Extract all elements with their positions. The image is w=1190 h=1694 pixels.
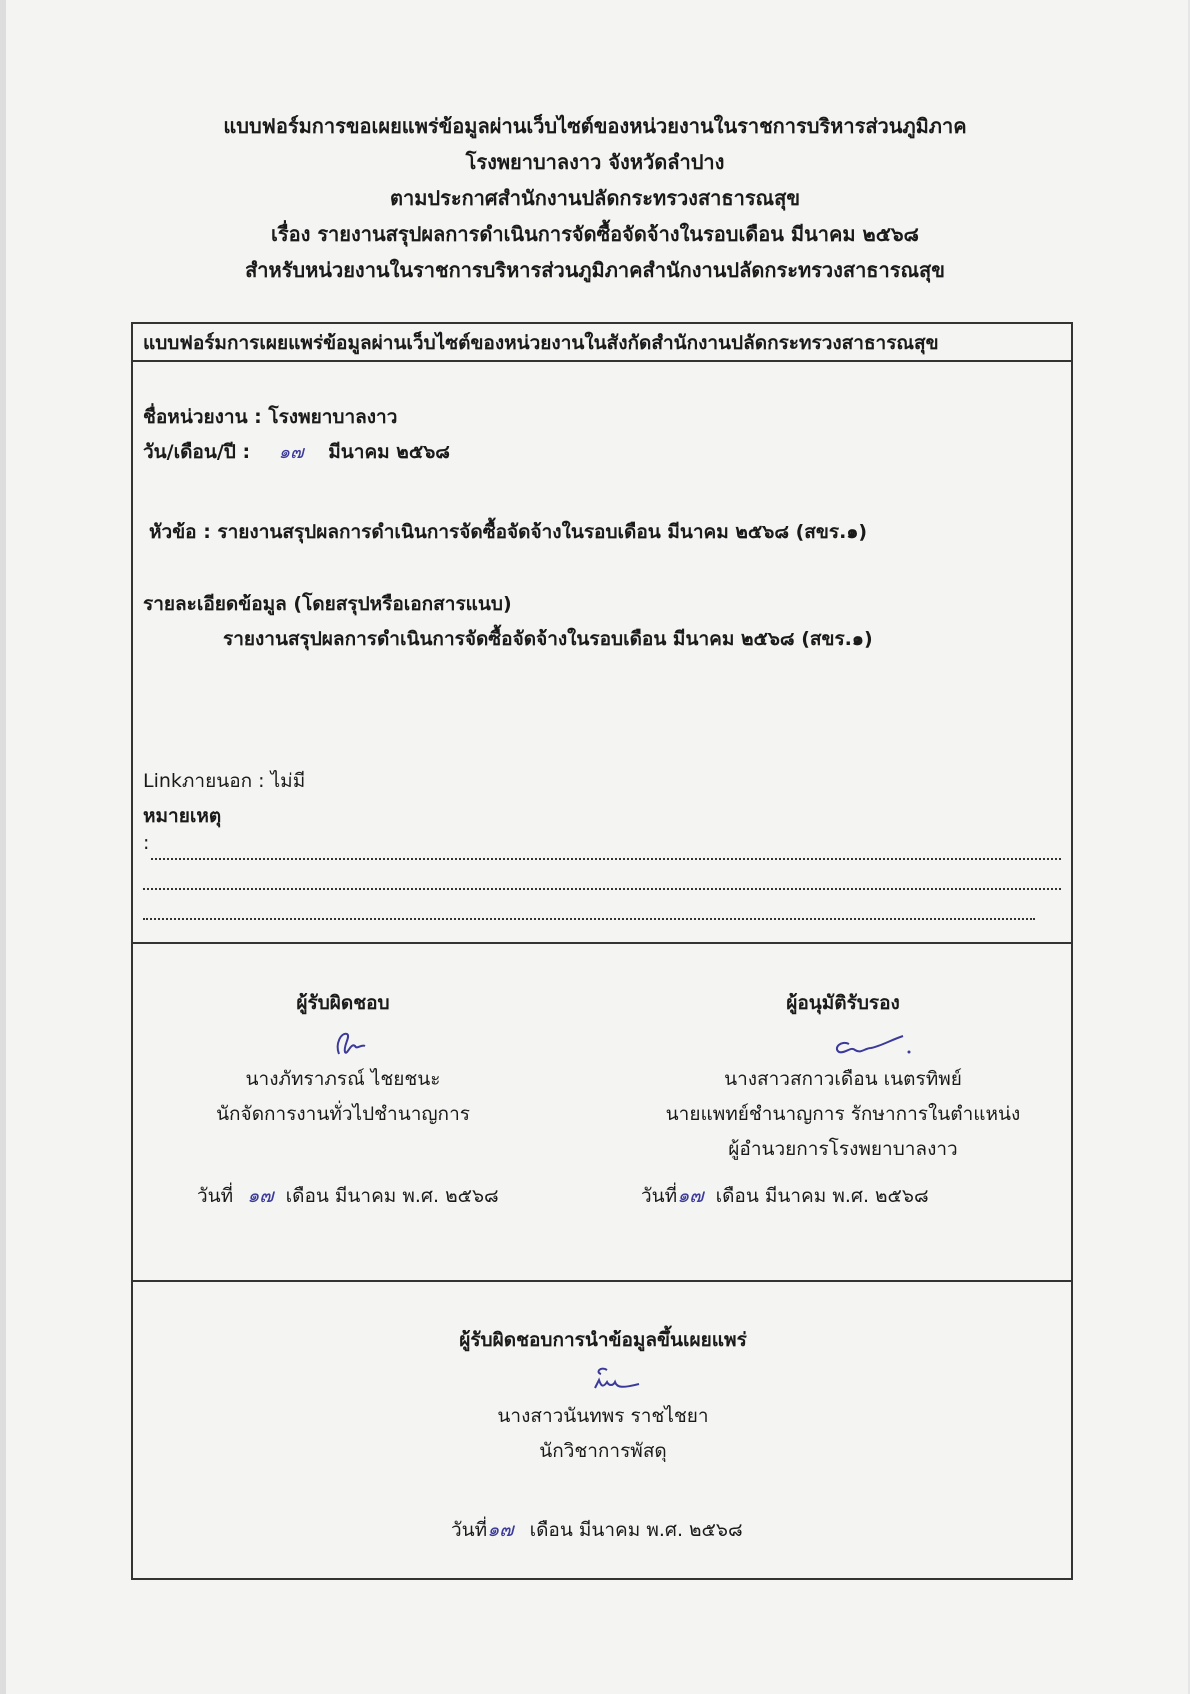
- approver-date-rest: เดือน มีนาคม พ.ศ. ๒๕๖๘: [715, 1185, 929, 1207]
- section-divider-2: [133, 1280, 1071, 1282]
- header-line-1: แบบฟอร์มการขอเผยแพร่ข้อมูลผ่านเว็บไซต์ของหน่วยงานในราชการบริหารส่วนภูมิภาค: [223, 114, 967, 138]
- note-label: หมายเหตุ: [143, 805, 222, 827]
- org-name: ชื่อหน่วยงาน : โรงพยาบาลงาว: [143, 406, 398, 428]
- section-divider-1: [133, 942, 1071, 944]
- form-title: แบบฟอร์มการเผยแพร่ข้อมูลผ่านเว็บไซต์ของหน่วยงานในสังกัดสำนักงานปลัดกระทรวงสาธารณสุข: [133, 324, 1071, 362]
- note-line-1: [151, 858, 1061, 860]
- document-header: [0, 108, 1190, 288]
- header-line-5: สำหรับหน่วยงานในราชการบริหารส่วนภูมิภาคสำนักงานปลัดกระทรวงสาธารณสุข: [245, 258, 945, 282]
- publisher-signature: [585, 1360, 645, 1396]
- approver-position-1: นายแพทย์ชำนาญการ รักษาการในตำแหน่ง: [665, 1103, 1021, 1125]
- note-line-2: [143, 888, 1061, 890]
- publisher-date-day: ๑๗: [487, 1519, 514, 1541]
- topic: หัวข้อ : รายงานสรุปผลการดำเนินการจัดซื้อจัดจ้างในรอบเดือน มีนาคม ๒๕๖๘ (สขร.๑): [149, 521, 868, 543]
- header-line-4: เรื่อง รายงานสรุปผลการดำเนินการจัดซื้อจัดจ้างในรอบเดือน มีนาคม ๒๕๖๘: [271, 222, 919, 246]
- approver-date: [641, 1181, 929, 1211]
- external-link-label: Linkภายนอก : ไม่มี: [143, 770, 306, 792]
- header-line-2: โรงพยาบาลงาว จังหวัดลำปาง: [465, 150, 725, 174]
- responsible-date-prefix: วันที่: [197, 1185, 234, 1207]
- detail-label: รายละเอียดข้อมูล (โดยสรุปหรือเอกสารแนบ): [143, 593, 512, 615]
- publisher-position: นักวิชาการพัสดุ: [539, 1440, 667, 1462]
- approver-signature: [827, 1030, 917, 1060]
- publisher-date-rest: เดือน มีนาคม พ.ศ. ๒๕๖๘: [529, 1519, 743, 1541]
- form-box: [131, 322, 1073, 1580]
- approver-date-prefix: วันที่: [641, 1185, 678, 1207]
- date-row: [143, 437, 450, 467]
- note-line-3: [143, 918, 1035, 920]
- note-colon: :: [143, 832, 150, 854]
- publisher-date-prefix: วันที่: [451, 1519, 488, 1541]
- responsible-date-day: ๑๗: [247, 1185, 274, 1207]
- responsible-signature: [327, 1024, 377, 1062]
- date-day-handwritten: ๑๗: [278, 442, 304, 463]
- responsible-heading: ผู้รับผิดชอบ: [296, 992, 390, 1014]
- header-line-3: ตามประกาศสำนักงานปลัดกระทรวงสาธารณสุข: [389, 186, 800, 210]
- publisher-heading: ผู้รับผิดชอบการนำข้อมูลขึ้นเผยแพร่: [459, 1329, 747, 1351]
- publisher-name: นางสาวนันทพร ราชไชยา: [497, 1405, 709, 1427]
- approver-position-2: ผู้อำนวยการโรงพยาบาลงาว: [728, 1138, 958, 1160]
- approver-heading: ผู้อนุมัติรับรอง: [786, 992, 900, 1014]
- responsible-position: นักจัดการงานทั่วไปชำนาญการ: [216, 1103, 470, 1125]
- responsible-date: [197, 1181, 499, 1211]
- detail-text: รายงานสรุปผลการดำเนินการจัดซื้อจัดจ้างในรอบเดือน มีนาคม ๒๕๖๘ (สขร.๑): [223, 628, 873, 650]
- responsible-name: นางภัทราภรณ์ ไชยชนะ: [245, 1068, 441, 1090]
- date-month-year: มีนาคม ๒๕๖๘: [328, 441, 450, 463]
- external-link: [143, 766, 305, 796]
- approver-name: นางสาวสกาวเดือน เนตรทิพย์: [724, 1068, 962, 1090]
- approver-date-day: ๑๗: [677, 1185, 704, 1207]
- publisher-date: [451, 1515, 743, 1545]
- date-label: วัน/เดือน/ปี :: [143, 441, 251, 463]
- responsible-date-rest: เดือน มีนาคม พ.ศ. ๒๕๖๘: [285, 1185, 499, 1207]
